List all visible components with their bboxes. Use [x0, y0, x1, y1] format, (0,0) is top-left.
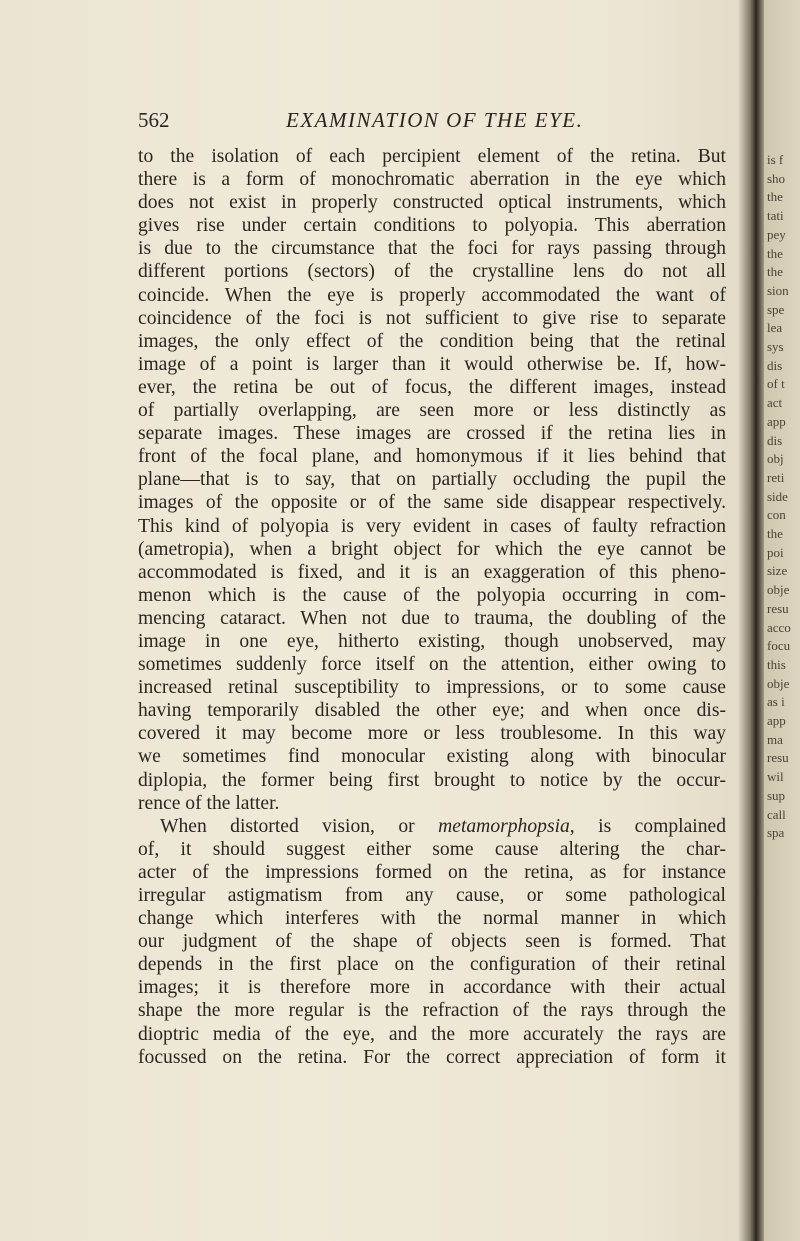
text-line: diplopia, the former being first brought to notice by the occur- — [138, 769, 726, 791]
text-line: sometimes suddenly force itself on the attention, either owing to — [138, 654, 726, 676]
facing-page-fragment: the — [767, 189, 783, 205]
text-line: image of a point is larger than it would otherwise be. If, how- — [138, 353, 726, 375]
text-line: does not exist in properly constructed optical instruments, which — [138, 192, 726, 214]
text-line: shape the more regular is the refraction of the rays through the — [138, 1000, 726, 1022]
facing-page-fragment: act — [767, 395, 783, 411]
facing-page-fragment: wil — [767, 769, 784, 785]
facing-page-fragment: poi — [767, 544, 784, 560]
facing-page-edge — [764, 0, 800, 1241]
text-line: covered it may become more or less troublesome. In this way — [138, 723, 726, 745]
facing-page-fragment: sys — [767, 339, 784, 354]
text-line: image in one eye, hitherto existing, though unobserved, may — [138, 630, 726, 652]
facing-page-fragment: lea — [767, 320, 783, 336]
facing-page-fragment: pey — [767, 226, 786, 242]
facing-page-fragment: side — [767, 488, 788, 504]
text-line: rence of the latter. — [138, 792, 280, 814]
facing-page-fragment: dis — [767, 432, 783, 448]
facing-page-fragment: obje — [767, 675, 790, 691]
facing-page-fragment: is f — [767, 152, 784, 167]
text-line: irregular astigmatism from any cause, or some pathological — [138, 885, 726, 906]
facing-page-fragment: size — [767, 563, 788, 579]
facing-page-fragment: as i — [767, 694, 785, 710]
facing-page-fragment: dis — [767, 357, 783, 373]
facing-page-fragment: the — [767, 526, 783, 541]
text-run: is complained — [574, 815, 726, 837]
paragraph-1 — [138, 145, 726, 815]
text-line: plane—that is to say, that on partially occluding the pupil the — [138, 469, 726, 491]
body-text — [138, 145, 726, 1069]
facing-page-fragment: of t — [767, 376, 785, 392]
facing-page-fragment: obj — [767, 451, 784, 467]
text-line: menon which is the cause of the polyopia occurring in com- — [138, 584, 726, 606]
facing-page-fragment: spe — [767, 301, 785, 317]
facing-page-fragment: app — [767, 713, 786, 728]
facing-page-fragment: focu — [767, 638, 791, 654]
text-line: of, it should suggest either some cause altering the char- — [138, 838, 726, 860]
text-line: mencing cataract. When not due to trauma, the doubling of the — [138, 607, 726, 629]
facing-page-fragment: tati — [767, 208, 784, 224]
paragraph-2-first-line — [138, 815, 726, 838]
text-line: images, the only effect of the condition being that the retinal — [138, 330, 726, 352]
italic-term: metamorphopsia, — [438, 815, 575, 837]
text-line: is due to the circumstance that the foci for rays passing through — [138, 238, 726, 260]
text-line: depends in the first place on the configuration of their retinal — [138, 954, 726, 976]
text-line: change which interferes with the normal manner in which — [138, 908, 726, 930]
text-line: ever, the retina be out of focus, the different images, instead — [138, 376, 726, 398]
text-line: images; it is therefore more in accordance with their actual — [138, 977, 726, 999]
text-line: having temporarily disabled the other eye; and when once dis- — [138, 700, 726, 722]
text-line: images of the opposite or of the same side disappear respectively. — [138, 492, 726, 514]
facing-page-fragment: this — [767, 656, 786, 672]
text-line: different portions (sectors) of the crystalline lens do not all — [138, 261, 726, 283]
facing-page-fragment: sup — [767, 787, 786, 803]
facing-page-fragment: app — [767, 413, 786, 429]
facing-page-fragment: resu — [767, 750, 789, 766]
text-line: dioptric media of the eye, and the more accurately the rays are — [138, 1023, 726, 1045]
facing-page-fragment: obje — [767, 582, 790, 598]
text-line: there is a form of monochromatic aberration in the eye which — [138, 169, 726, 191]
facing-page-fragment: the — [767, 264, 783, 280]
facing-page-fragment: sho — [767, 170, 786, 186]
text-line: gives rise under certain conditions to polyopia. This aberration — [138, 215, 726, 237]
text-line: we sometimes find monocular existing along with binocular — [138, 746, 726, 768]
text-run: When distorted vision, or — [160, 815, 439, 837]
text-line: front of the focal plane, and homonymous if it lies behind that — [138, 446, 726, 468]
text-line: acter of the impressions formed on the retina, as for instance — [138, 861, 726, 883]
page-header — [138, 108, 738, 142]
text-line: of partially overlapping, are seen more or less distinctly as — [138, 400, 726, 422]
facing-page-fragment: reti — [767, 469, 785, 485]
facing-page-fragment: spa — [767, 825, 785, 841]
facing-page-fragment: sion — [767, 282, 789, 298]
facing-page-fragment: acco — [767, 619, 791, 635]
text-line: coincidence of the foci is not sufficient to give rise to separate — [138, 307, 726, 329]
running-title: EXAMINATION OF THE EYE. — [286, 108, 584, 132]
book-spine-shadow — [738, 0, 764, 1241]
facing-page-fragment: resu — [767, 600, 789, 616]
text-line: coincide. When the eye is properly accommodated the want of — [138, 284, 726, 306]
text-line: focussed on the retina. For the correct appreciation of form it — [138, 1046, 726, 1068]
paragraph-2 — [138, 838, 726, 1069]
facing-page-fragment: call — [767, 806, 786, 822]
text-line: (ametropia), when a bright object for which the eye cannot be — [138, 538, 726, 560]
text-line: to the isolation of each percipient element of the retina. But — [138, 146, 726, 167]
facing-page-fragment: con — [767, 507, 786, 523]
text-line: increased retinal susceptibility to impressions, or to some cause — [138, 677, 726, 699]
text-line: separate images. These images are crossed if the retina lies in — [138, 423, 726, 445]
text-line: our judgment of the shape of objects seen is formed. That — [138, 931, 726, 953]
text-line: accommodated is fixed, and it is an exaggeration of this pheno- — [138, 561, 726, 583]
facing-page-fragment: the — [767, 245, 783, 261]
facing-page-fragment: ma — [767, 731, 783, 747]
page-number: 562 — [138, 108, 170, 132]
text-line: This kind of polyopia is very evident in cases of faulty refraction — [138, 515, 726, 537]
